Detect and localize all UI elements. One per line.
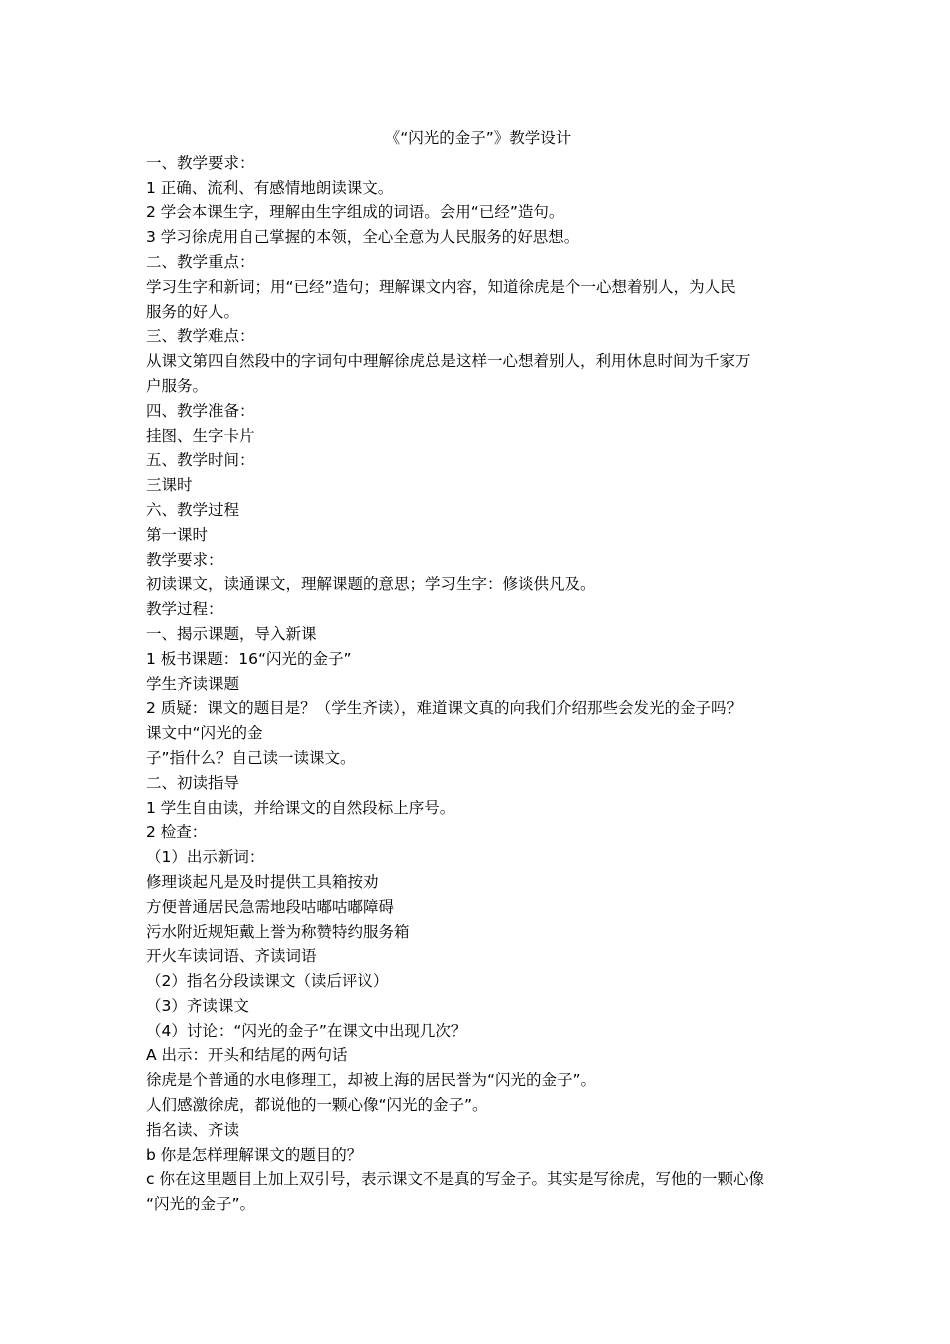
text-line: （4）讨论：“闪光的金子”在课文中出现几次？ [146,1021,467,1040]
text-line: 修理谈起凡是及时提供工具箱按劝 [146,872,379,891]
text-line: 2 质疑：课文的题目是？（学生齐读），难道课文真的向我们介绍那些会发光的金子吗？ [146,699,743,718]
text-line: 二、初读指导 [146,773,240,792]
text-line: 从课文第四自然段中的字词句中理解徐虎总是这样一心想着别人，利用休息时间为千家万 [146,352,751,371]
text-line: 二、教学重点： [146,252,255,271]
text-line: b 你是怎样理解课文的题目的？ [146,1145,363,1164]
text-line: 2 学会本课生字，理解由生字组成的词语。会用“已经”造句。 [146,203,565,222]
text-line: c 你在这里题目上加上双引号，表示课文不是真的写金子。其实是写徐虎，写他的一颗心像 [146,1170,764,1189]
text-line: 1 板书课题：16“闪光的金子” [146,649,352,668]
text-line: 2 检查： [146,823,208,842]
text-line: 污水附近规矩戴上誉为称赞特约服务箱 [146,922,410,941]
text-line: 方便普通居民急需地段咕嘟咕嘟障碍 [146,897,395,916]
text-line: 教学要求： [146,550,224,569]
text-line: 指名读、齐读 [146,1120,240,1139]
text-line: 四、教学准备： [146,401,255,420]
text-line: A 出示：开头和结尾的两句话 [146,1046,348,1065]
document-title: 《“闪光的金子”》教学设计 [384,129,572,147]
text-line: 课文中“闪光的金 [146,724,263,743]
text-line: （1）出示新词： [146,848,265,867]
text-line: 3 学习徐虎用自己掌握的本领，全心全意为人民服务的好思想。 [146,228,580,247]
text-line: （2）指名分段读课文（读后评议） [146,972,389,991]
text-line: 挂图、生字卡片 [146,426,255,445]
text-line: 开火车读词语、齐读词语 [146,947,317,966]
text-line: 六、教学过程 [146,500,240,519]
text-line: 1 正确、流利、有感情地朗读课文。 [146,178,394,197]
text-line: 1 学生自由读，并给课文的自然段标上序号。 [146,798,456,817]
text-line: 子”指什么？自己读一读课文。 [146,748,356,767]
text-line: 初读课文，读通课文，理解课题的意思；学习生字：修谈供凡及。 [146,575,596,594]
document-body [146,151,810,1217]
text-line: 徐虎是个普通的水电修理工，却被上海的居民誉为“闪光的金子”。 [146,1071,597,1090]
text-line: 教学过程： [146,600,224,619]
text-line: 服务的好人。 [146,302,240,321]
text-line: 第一课时 [146,525,209,544]
text-line: 一、教学要求： [146,153,255,172]
text-line: 户服务。 [146,376,209,395]
text-line: 五、教学时间： [146,451,255,470]
text-line: 一、揭示课题，导入新课 [146,624,317,643]
text-line: “闪光的金子”。 [146,1195,256,1214]
text-line: 三课时 [146,476,193,495]
text-line: 人们感激徐虎，都说他的一颗心像“闪光的金子”。 [146,1096,488,1115]
text-line: 三、教学难点： [146,327,255,346]
text-line: 学习生字和新词；用“已经”造句；理解课文内容，知道徐虎是个一心想着别人，为人民 [146,277,736,296]
text-line: 学生齐读课题 [146,674,240,693]
document-page [146,126,810,1217]
text-line: （3）齐读课文 [146,996,249,1015]
